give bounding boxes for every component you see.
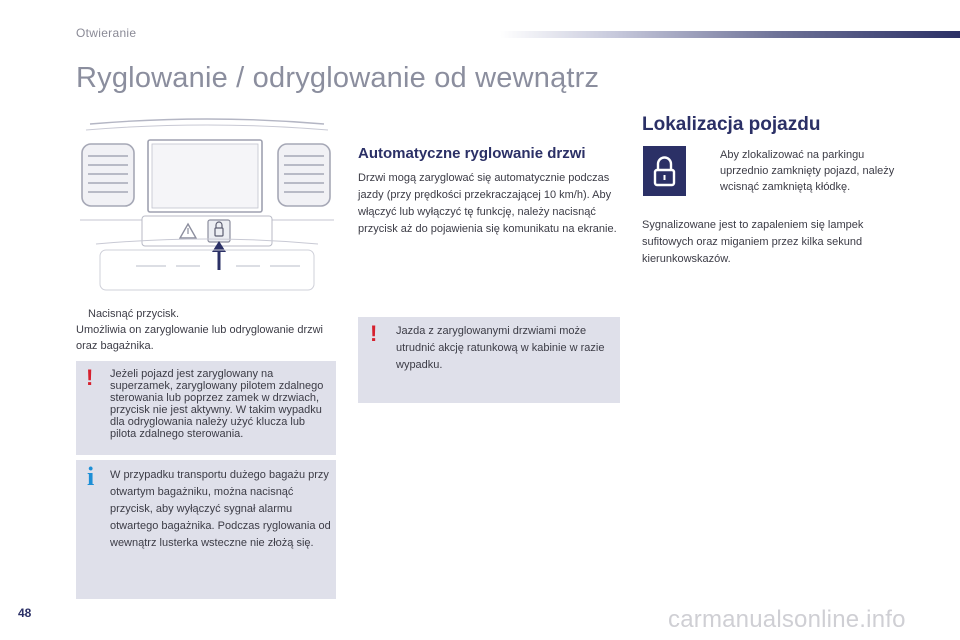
locate-body: Sygnalizowane jest to zapaleniem się lampek sufitowych oraz miganiem przez kilka sekund kierunkowskazów. — [642, 219, 864, 265]
bullet-press-button — [76, 306, 179, 323]
locate-bullet — [700, 147, 900, 195]
page-number: 48 — [18, 606, 32, 620]
warning-note-rescue — [358, 317, 620, 403]
auto-lock-body: Drzwi mogą zaryglować się automatycznie podczas jazdy (przy prędkości przekraczającej 10 km/h). Aby włączyć lub wyłączyć tę funkcję, należy nacisnąć przycisk aż do pojawienia się komunikatu na ekranie. — [358, 172, 617, 235]
right-air-vent — [278, 144, 330, 206]
warning-icon: ! — [370, 321, 378, 346]
header-bar — [500, 31, 960, 38]
warning-note-superlock — [76, 361, 336, 455]
info-icon: i — [87, 462, 95, 491]
left-air-vent — [82, 144, 134, 206]
dashboard-illustration — [76, 116, 338, 292]
locate-vehicle-heading: Lokalizacja pojazdu — [642, 114, 821, 135]
warning-icon: ! — [86, 365, 94, 390]
watermark: carmanualsonline.info — [668, 606, 906, 633]
warning-note-text: Jeżeli pojazd jest zaryglowany na superzamek, zaryglowany pilotem zdalnego sterowania lub poprzez zamek w drzwiach, przycisk nie jest aktywny. W takim wypadku dla odryglowania należy użyć klucza lub pilota zdalnego sterowania. — [110, 368, 324, 440]
bullet-text: Nacisnąć przycisk. — [88, 308, 180, 320]
locate-bullet-text: Aby zlokalizować na parkingu uprzednio zamknięty pojazd, należy wcisnąć zamkniętą kłódkę. — [720, 149, 895, 193]
auto-lock-heading: Automatyczne ryglowanie drzwi — [358, 145, 586, 162]
lock-icon — [643, 146, 686, 196]
info-note-luggage — [76, 460, 336, 599]
left-body-text: Umożliwia on zaryglowanie lub odryglowanie drzwi oraz bagażnika. — [76, 324, 324, 352]
info-note-text: W przypadku transportu dużego bagażu przy otwartym bagażniku, można nacisnąć przycisk, aby wyłączyć sygnał alarmu otwartego bagażnika. Podczas ryglowania od wewnątrz lusterka wsteczne nie złożą się. — [110, 469, 331, 549]
warning-note-text: Jazda z zaryglowanymi drzwiami może utrudnić akcję ratunkową w kabinie w razie wypadku. — [396, 325, 605, 371]
page-title: Ryglowanie / odryglowanie od wewnątrz — [76, 62, 600, 94]
section-label: Otwieranie — [76, 26, 137, 40]
